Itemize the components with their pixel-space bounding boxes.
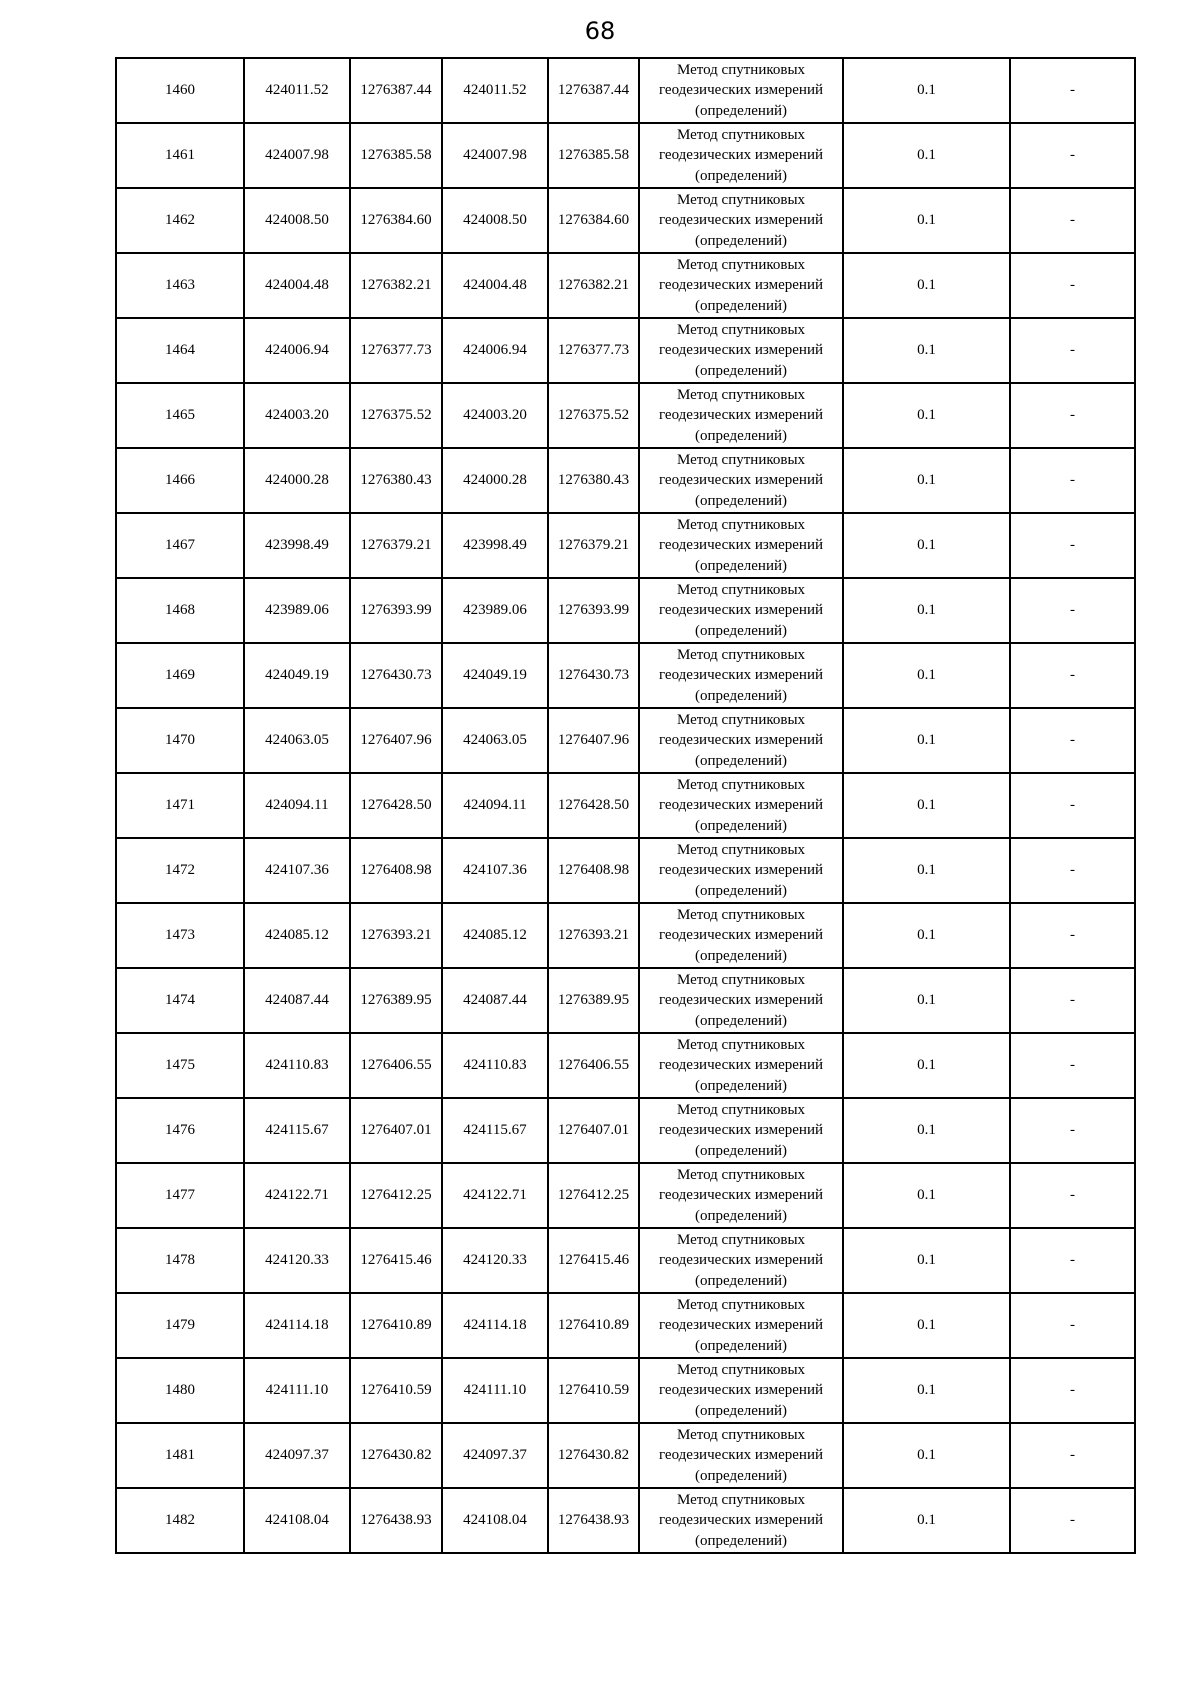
- accuracy-cell: 0.1: [843, 708, 1010, 773]
- existing-x-cell: 424111.10: [244, 1358, 350, 1423]
- accuracy-cell: 0.1: [843, 513, 1010, 578]
- existing-y-cell: 1276408.98: [350, 838, 442, 903]
- existing-y-cell: 1276407.01: [350, 1098, 442, 1163]
- table-row: [116, 708, 1135, 773]
- point-number-cell: 1460: [116, 58, 244, 123]
- accuracy-cell: 0.1: [843, 1358, 1010, 1423]
- method-cell: Метод спутниковых геодезических измерений (определений): [639, 1358, 843, 1423]
- existing-x-cell: 424097.37: [244, 1423, 350, 1488]
- note-cell: -: [1010, 253, 1135, 318]
- existing-y-cell: 1276393.99: [350, 578, 442, 643]
- refined-x-cell: 424111.10: [442, 1358, 548, 1423]
- method-cell: Метод спутниковых геодезических измерений (определений): [639, 58, 843, 123]
- method-cell: Метод спутниковых геодезических измерений (определений): [639, 838, 843, 903]
- existing-x-cell: 424094.11: [244, 773, 350, 838]
- accuracy-cell: 0.1: [843, 578, 1010, 643]
- method-cell: Метод спутниковых геодезических измерений (определений): [639, 1228, 843, 1293]
- note-cell: -: [1010, 513, 1135, 578]
- table-row: [116, 578, 1135, 643]
- refined-x-cell: 424115.67: [442, 1098, 548, 1163]
- existing-x-cell: 424000.28: [244, 448, 350, 513]
- point-number-cell: 1480: [116, 1358, 244, 1423]
- refined-y-cell: 1276389.95: [548, 968, 639, 1033]
- existing-x-cell: 424085.12: [244, 903, 350, 968]
- refined-x-cell: 424008.50: [442, 188, 548, 253]
- refined-y-cell: 1276428.50: [548, 773, 639, 838]
- existing-y-cell: 1276393.21: [350, 903, 442, 968]
- accuracy-cell: 0.1: [843, 773, 1010, 838]
- method-cell: Метод спутниковых геодезических измерений (определений): [639, 1163, 843, 1228]
- point-number-cell: 1479: [116, 1293, 244, 1358]
- accuracy-cell: 0.1: [843, 1098, 1010, 1163]
- refined-x-cell: 424007.98: [442, 123, 548, 188]
- accuracy-cell: 0.1: [843, 1163, 1010, 1228]
- point-number-cell: 1482: [116, 1488, 244, 1553]
- existing-y-cell: 1276377.73: [350, 318, 442, 383]
- refined-x-cell: 424087.44: [442, 968, 548, 1033]
- method-cell: Метод спутниковых геодезических измерений (определений): [639, 1488, 843, 1553]
- method-cell: Метод спутниковых геодезических измерений (определений): [639, 1423, 843, 1488]
- accuracy-cell: 0.1: [843, 253, 1010, 318]
- method-cell: Метод спутниковых геодезических измерений (определений): [639, 188, 843, 253]
- refined-y-cell: 1276393.21: [548, 903, 639, 968]
- table-row: [116, 1488, 1135, 1553]
- note-cell: -: [1010, 903, 1135, 968]
- accuracy-cell: 0.1: [843, 1228, 1010, 1293]
- refined-x-cell: 424004.48: [442, 253, 548, 318]
- existing-y-cell: 1276389.95: [350, 968, 442, 1033]
- accuracy-cell: 0.1: [843, 188, 1010, 253]
- existing-x-cell: 424087.44: [244, 968, 350, 1033]
- refined-y-cell: 1276408.98: [548, 838, 639, 903]
- note-cell: -: [1010, 383, 1135, 448]
- accuracy-cell: 0.1: [843, 448, 1010, 513]
- table-row: [116, 903, 1135, 968]
- refined-y-cell: 1276407.96: [548, 708, 639, 773]
- refined-x-cell: 424108.04: [442, 1488, 548, 1553]
- table-row: [116, 318, 1135, 383]
- existing-y-cell: 1276430.73: [350, 643, 442, 708]
- refined-x-cell: 423989.06: [442, 578, 548, 643]
- existing-x-cell: 424114.18: [244, 1293, 350, 1358]
- point-number-cell: 1472: [116, 838, 244, 903]
- table-row: [116, 1163, 1135, 1228]
- accuracy-cell: 0.1: [843, 1033, 1010, 1098]
- existing-x-cell: 423998.49: [244, 513, 350, 578]
- existing-y-cell: 1276379.21: [350, 513, 442, 578]
- point-number-cell: 1474: [116, 968, 244, 1033]
- note-cell: -: [1010, 643, 1135, 708]
- existing-x-cell: 424006.94: [244, 318, 350, 383]
- refined-y-cell: 1276430.82: [548, 1423, 639, 1488]
- refined-x-cell: 423998.49: [442, 513, 548, 578]
- existing-y-cell: 1276406.55: [350, 1033, 442, 1098]
- table-row: [116, 773, 1135, 838]
- table-row: [116, 968, 1135, 1033]
- existing-y-cell: 1276412.25: [350, 1163, 442, 1228]
- note-cell: -: [1010, 1228, 1135, 1293]
- point-number-cell: 1478: [116, 1228, 244, 1293]
- coordinates-table: [115, 57, 1136, 1554]
- method-cell: Метод спутниковых геодезических измерений (определений): [639, 448, 843, 513]
- point-number-cell: 1481: [116, 1423, 244, 1488]
- refined-x-cell: 424122.71: [442, 1163, 548, 1228]
- refined-x-cell: 424114.18: [442, 1293, 548, 1358]
- method-cell: Метод спутниковых геодезических измерений (определений): [639, 578, 843, 643]
- refined-y-cell: 1276382.21: [548, 253, 639, 318]
- refined-x-cell: 424107.36: [442, 838, 548, 903]
- refined-y-cell: 1276384.60: [548, 188, 639, 253]
- existing-x-cell: 424049.19: [244, 643, 350, 708]
- refined-x-cell: 424094.11: [442, 773, 548, 838]
- point-number-cell: 1465: [116, 383, 244, 448]
- refined-x-cell: 424110.83: [442, 1033, 548, 1098]
- existing-x-cell: 424115.67: [244, 1098, 350, 1163]
- note-cell: -: [1010, 1358, 1135, 1423]
- existing-y-cell: 1276428.50: [350, 773, 442, 838]
- refined-y-cell: 1276410.59: [548, 1358, 639, 1423]
- method-cell: Метод спутниковых геодезических измерений (определений): [639, 1098, 843, 1163]
- note-cell: -: [1010, 708, 1135, 773]
- table-row: [116, 643, 1135, 708]
- method-cell: Метод спутниковых геодезических измерений (определений): [639, 643, 843, 708]
- table-row: [116, 838, 1135, 903]
- existing-x-cell: 424120.33: [244, 1228, 350, 1293]
- existing-x-cell: 424007.98: [244, 123, 350, 188]
- accuracy-cell: 0.1: [843, 318, 1010, 383]
- note-cell: -: [1010, 188, 1135, 253]
- table-row: [116, 58, 1135, 123]
- point-number-cell: 1464: [116, 318, 244, 383]
- refined-x-cell: 424003.20: [442, 383, 548, 448]
- table-row: [116, 513, 1135, 578]
- existing-y-cell: 1276387.44: [350, 58, 442, 123]
- refined-x-cell: 424049.19: [442, 643, 548, 708]
- table-row: [116, 1423, 1135, 1488]
- note-cell: -: [1010, 1033, 1135, 1098]
- point-number-cell: 1467: [116, 513, 244, 578]
- existing-x-cell: 424110.83: [244, 1033, 350, 1098]
- method-cell: Метод спутниковых геодезических измерений (определений): [639, 968, 843, 1033]
- refined-y-cell: 1276387.44: [548, 58, 639, 123]
- refined-y-cell: 1276406.55: [548, 1033, 639, 1098]
- page-number: 68: [584, 17, 616, 45]
- existing-y-cell: 1276410.59: [350, 1358, 442, 1423]
- existing-y-cell: 1276375.52: [350, 383, 442, 448]
- refined-y-cell: 1276380.43: [548, 448, 639, 513]
- refined-y-cell: 1276412.25: [548, 1163, 639, 1228]
- point-number-cell: 1473: [116, 903, 244, 968]
- table-row: [116, 383, 1135, 448]
- method-cell: Метод спутниковых геодезических измерений (определений): [639, 773, 843, 838]
- existing-y-cell: 1276438.93: [350, 1488, 442, 1553]
- refined-y-cell: 1276430.73: [548, 643, 639, 708]
- table-row: [116, 123, 1135, 188]
- accuracy-cell: 0.1: [843, 1488, 1010, 1553]
- point-number-cell: 1462: [116, 188, 244, 253]
- refined-y-cell: 1276415.46: [548, 1228, 639, 1293]
- point-number-cell: 1471: [116, 773, 244, 838]
- accuracy-cell: 0.1: [843, 903, 1010, 968]
- point-number-cell: 1463: [116, 253, 244, 318]
- point-number-cell: 1476: [116, 1098, 244, 1163]
- existing-y-cell: 1276415.46: [350, 1228, 442, 1293]
- table-row: [116, 1293, 1135, 1358]
- existing-x-cell: 424063.05: [244, 708, 350, 773]
- point-number-cell: 1469: [116, 643, 244, 708]
- accuracy-cell: 0.1: [843, 1423, 1010, 1488]
- table-row: [116, 1033, 1135, 1098]
- method-cell: Метод спутниковых геодезических измерений (определений): [639, 123, 843, 188]
- table-row: [116, 1098, 1135, 1163]
- refined-y-cell: 1276393.99: [548, 578, 639, 643]
- table-row: [116, 1358, 1135, 1423]
- refined-x-cell: 424120.33: [442, 1228, 548, 1293]
- note-cell: -: [1010, 1098, 1135, 1163]
- refined-y-cell: 1276375.52: [548, 383, 639, 448]
- note-cell: -: [1010, 968, 1135, 1033]
- point-number-cell: 1466: [116, 448, 244, 513]
- accuracy-cell: 0.1: [843, 383, 1010, 448]
- point-number-cell: 1475: [116, 1033, 244, 1098]
- point-number-cell: 1461: [116, 123, 244, 188]
- existing-x-cell: 424108.04: [244, 1488, 350, 1553]
- accuracy-cell: 0.1: [843, 838, 1010, 903]
- existing-x-cell: 423989.06: [244, 578, 350, 643]
- point-number-cell: 1470: [116, 708, 244, 773]
- existing-y-cell: 1276410.89: [350, 1293, 442, 1358]
- note-cell: -: [1010, 1423, 1135, 1488]
- point-number-cell: 1468: [116, 578, 244, 643]
- existing-x-cell: 424107.36: [244, 838, 350, 903]
- refined-x-cell: 424011.52: [442, 58, 548, 123]
- table-row: [116, 253, 1135, 318]
- note-cell: -: [1010, 1293, 1135, 1358]
- refined-y-cell: 1276385.58: [548, 123, 639, 188]
- note-cell: -: [1010, 318, 1135, 383]
- existing-x-cell: 424011.52: [244, 58, 350, 123]
- refined-x-cell: 424097.37: [442, 1423, 548, 1488]
- existing-y-cell: 1276384.60: [350, 188, 442, 253]
- existing-x-cell: 424122.71: [244, 1163, 350, 1228]
- note-cell: -: [1010, 1488, 1135, 1553]
- accuracy-cell: 0.1: [843, 643, 1010, 708]
- existing-y-cell: 1276380.43: [350, 448, 442, 513]
- note-cell: -: [1010, 773, 1135, 838]
- note-cell: -: [1010, 838, 1135, 903]
- existing-x-cell: 424004.48: [244, 253, 350, 318]
- table-row: [116, 448, 1135, 513]
- method-cell: Метод спутниковых геодезических измерений (определений): [639, 513, 843, 578]
- accuracy-cell: 0.1: [843, 58, 1010, 123]
- existing-y-cell: 1276382.21: [350, 253, 442, 318]
- refined-y-cell: 1276438.93: [548, 1488, 639, 1553]
- note-cell: -: [1010, 123, 1135, 188]
- method-cell: Метод спутниковых геодезических измерений (определений): [639, 1293, 843, 1358]
- refined-x-cell: 424063.05: [442, 708, 548, 773]
- refined-y-cell: 1276407.01: [548, 1098, 639, 1163]
- method-cell: Метод спутниковых геодезических измерений (определений): [639, 708, 843, 773]
- existing-y-cell: 1276407.96: [350, 708, 442, 773]
- existing-x-cell: 424003.20: [244, 383, 350, 448]
- existing-y-cell: 1276430.82: [350, 1423, 442, 1488]
- table-row: [116, 188, 1135, 253]
- note-cell: -: [1010, 58, 1135, 123]
- existing-y-cell: 1276385.58: [350, 123, 442, 188]
- note-cell: -: [1010, 448, 1135, 513]
- refined-x-cell: 424000.28: [442, 448, 548, 513]
- accuracy-cell: 0.1: [843, 1293, 1010, 1358]
- method-cell: Метод спутниковых геодезических измерений (определений): [639, 383, 843, 448]
- table-row: [116, 1228, 1135, 1293]
- method-cell: Метод спутниковых геодезических измерений (определений): [639, 318, 843, 383]
- table-body: [116, 58, 1135, 1553]
- accuracy-cell: 0.1: [843, 968, 1010, 1033]
- note-cell: -: [1010, 1163, 1135, 1228]
- accuracy-cell: 0.1: [843, 123, 1010, 188]
- existing-x-cell: 424008.50: [244, 188, 350, 253]
- refined-x-cell: 424085.12: [442, 903, 548, 968]
- point-number-cell: 1477: [116, 1163, 244, 1228]
- refined-y-cell: 1276410.89: [548, 1293, 639, 1358]
- method-cell: Метод спутниковых геодезических измерений (определений): [639, 1033, 843, 1098]
- refined-y-cell: 1276377.73: [548, 318, 639, 383]
- method-cell: Метод спутниковых геодезических измерений (определений): [639, 903, 843, 968]
- method-cell: Метод спутниковых геодезических измерений (определений): [639, 253, 843, 318]
- refined-x-cell: 424006.94: [442, 318, 548, 383]
- note-cell: -: [1010, 578, 1135, 643]
- refined-y-cell: 1276379.21: [548, 513, 639, 578]
